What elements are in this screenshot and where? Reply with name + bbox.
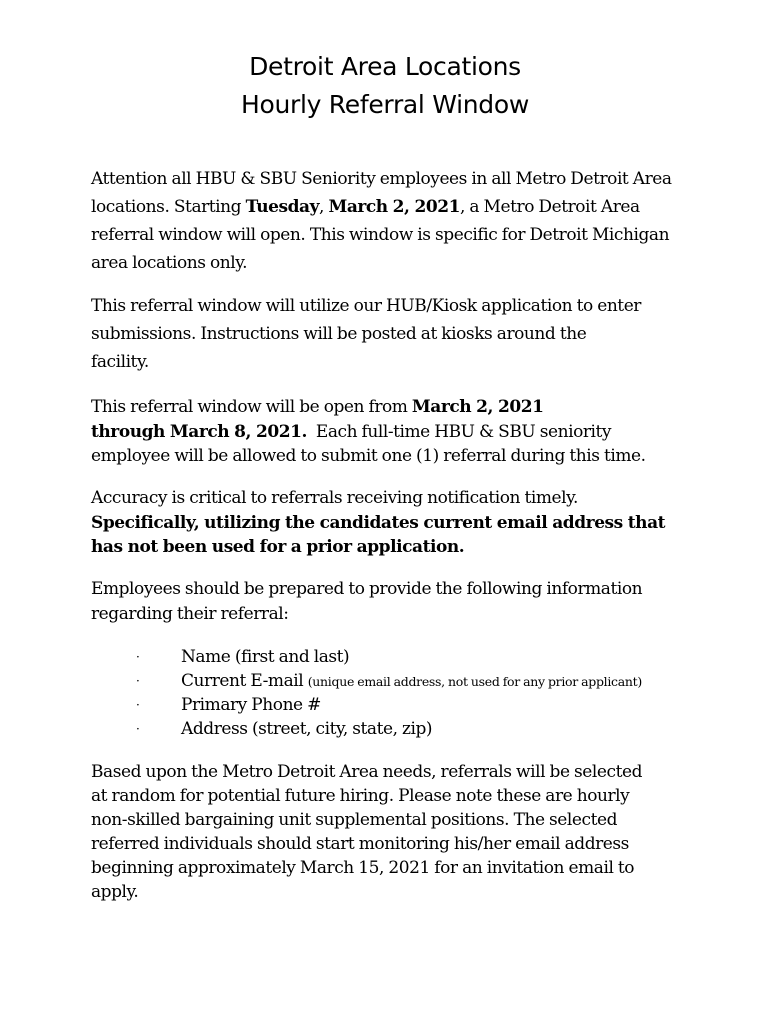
list-item — [0, 693, 770, 717]
start-day: Tuesday — [245, 197, 320, 217]
info-line-2: regarding their referral: — [91, 603, 289, 624]
list-item-text: Address (street, city, state, zip) — [181, 719, 433, 739]
list-item — [0, 669, 770, 693]
kiosk-line-1: This referral window will utilize our HUB/Kiosk application to enter — [91, 296, 641, 316]
intro-line-4: area locations only. — [91, 253, 248, 273]
list-item-text: Primary Phone # — [181, 695, 321, 715]
bullet-icon: · — [136, 674, 140, 688]
intro-line-2-start: locations. Starting — [91, 197, 246, 217]
window-close-date: through March 8, 2021. — [91, 421, 307, 442]
list-item-note: (unique email address, not used for any prior applicant) — [307, 674, 642, 689]
document-title-line-2: Hourly Referral Window — [240, 90, 530, 119]
selection-line-4: referred individuals should start monitoring his/her email address — [91, 834, 629, 854]
list-item-text — [181, 669, 642, 694]
list-item-main: Current E-mail — [181, 671, 308, 691]
intro-line-2-end: , a Metro Detroit Area — [460, 197, 640, 217]
info-line-1: Employees should be prepared to provide the following information — [91, 579, 643, 599]
list-item-text: Name (first and last) — [181, 647, 350, 667]
selection-line-3: non-skilled bargaining unit supplemental positions. The selected — [91, 810, 618, 830]
accuracy-line-2: Specifically, utilizing the candidates current email address that — [91, 512, 666, 533]
window-dates-paragraph — [91, 395, 731, 469]
window-line-1 — [91, 395, 731, 420]
kiosk-line-2: submissions. Instructions will be posted at kiosks around the — [91, 324, 587, 344]
intro-line-2-sep: , — [319, 197, 329, 217]
selection-line-6: apply. — [91, 882, 139, 902]
list-item — [0, 645, 770, 669]
accuracy-line-1: Accuracy is critical to referrals receiving notification timely. — [91, 488, 578, 508]
selection-line-5: beginning approximately March 15, 2021 for an invitation email to — [91, 858, 635, 878]
info-required-paragraph — [91, 577, 731, 626]
intro-paragraph — [91, 165, 731, 277]
accuracy-paragraph — [91, 486, 731, 560]
accuracy-line-3: has not been used for a prior application. — [91, 537, 465, 557]
list-item — [0, 717, 770, 741]
selection-line-1: Based upon the Metro Detroit Area needs, referrals will be selected — [91, 762, 643, 782]
intro-line-3: referral window will open. This window is specific for Detroit Michigan — [91, 225, 670, 245]
kiosk-paragraph — [91, 292, 731, 376]
window-line-3: employee will be allowed to submit one (1) referral during this time. — [91, 446, 646, 466]
kiosk-line-3: facility. — [91, 352, 149, 372]
window-line-2-end: Each full-time HBU & SBU seniority — [306, 421, 612, 442]
intro-line-1: Attention all HBU & SBU Seniority employees in all Metro Detroit Area — [91, 169, 672, 189]
selection-line-2: at random for potential future hiring. Please note these are hourly — [91, 786, 630, 806]
selection-paragraph — [91, 760, 731, 904]
window-open-date: March 2, 2021 — [411, 397, 544, 417]
bullet-icon: · — [136, 722, 140, 736]
required-info-list — [0, 645, 770, 741]
intro-line-2 — [91, 193, 731, 221]
document-title-line-1: Detroit Area Locations — [249, 52, 521, 81]
window-line-2 — [91, 420, 731, 445]
bullet-icon: · — [136, 698, 140, 712]
bullet-icon: · — [136, 650, 140, 664]
window-line-1-start: This referral window will be open from — [91, 397, 412, 417]
start-date: March 2, 2021 — [328, 197, 461, 217]
